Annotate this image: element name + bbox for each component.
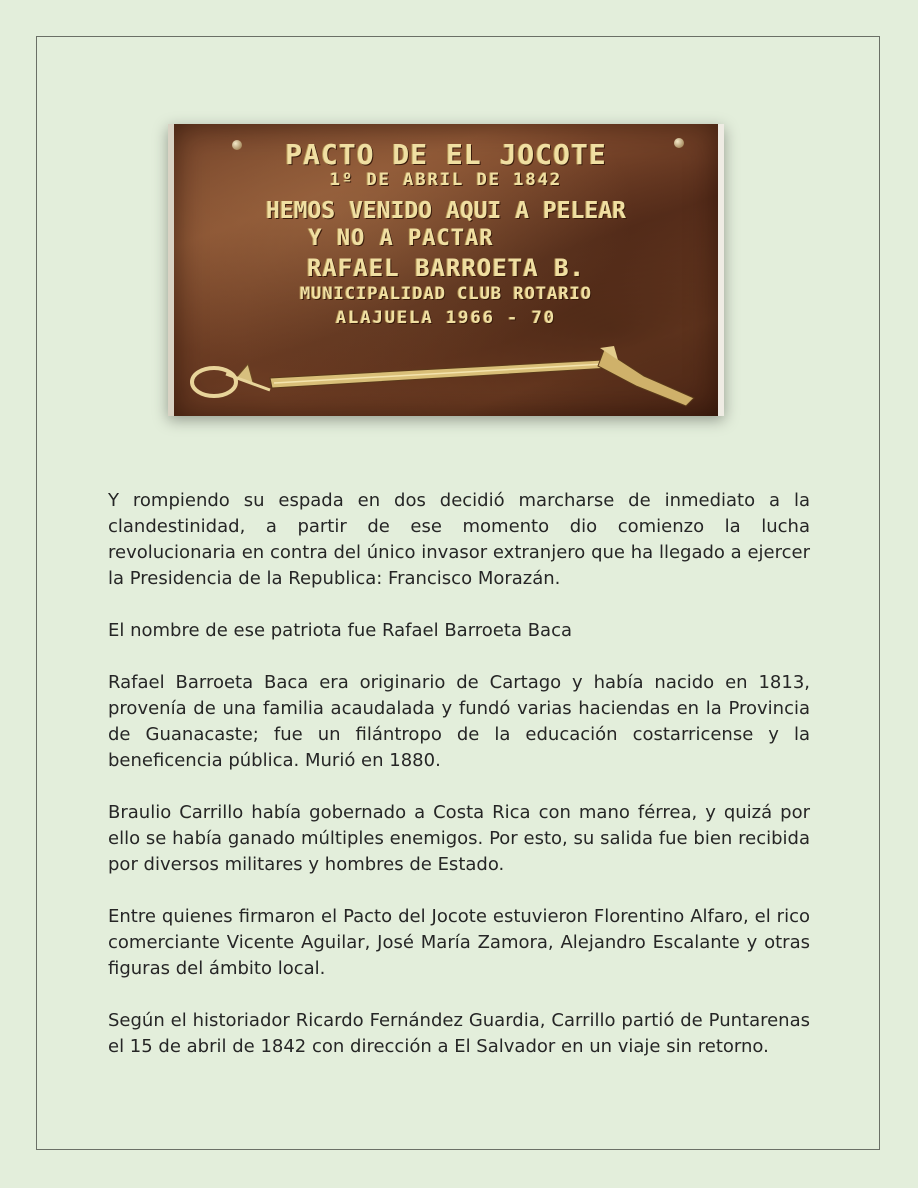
plaque-title: PACTO DE EL JOCOTE: [285, 138, 607, 171]
paragraph-patriot-name: El nombre de ese patriota fue Rafael Barroeta Baca: [108, 620, 573, 641]
article-body: [108, 488, 810, 1086]
plaque-quote-line-2: Y NO A PACTAR: [308, 226, 494, 251]
plaque-photo: [168, 124, 724, 416]
paragraph-carrillo-government: Braulio Carrillo había gobernado a Costa Rica con mano férrea, y quizá por ello se había ganado múltiples enemigos. Por esto, su salida fue bien recibida por diversos militares y hombres de Estado.: [108, 802, 810, 875]
paragraph-carrillo-departure: Según el historiador Ricardo Fernández Guardia, Carrillo partió de Puntarenas el 15 de abril de 1842 con dirección a El Salvador en un viaje sin retorno.: [108, 1010, 810, 1057]
plaque-sponsors: MUNICIPALIDAD CLUB ROTARIO: [299, 284, 593, 304]
plaque-date: 1º DE ABRIL DE 1842: [329, 170, 563, 190]
plaque-quote-line-1: HEMOS VENIDO AQUI A PELEAR: [265, 198, 627, 224]
plaque-author: RAFAEL BARROETA B.: [306, 254, 586, 282]
paragraph-barroeta-bio: Rafael Barroeta Baca era originario de Cartago y había nacido en 1813, provenía de una familia acaudalada y fundó varias haciendas en la Provincia de Guanacaste; fue un filántropo de la educación costarricense y la beneficencia pública. Murió en 1880.: [108, 672, 810, 771]
broken-sword-icon: [174, 124, 724, 416]
plaque-place-years: ALAJUELA 1966 - 70: [335, 308, 557, 328]
paragraph-sword-broken: Y rompiendo su espada en dos decidió marcharse de inmediato a la clandestinidad, a partir de ese momento dio comienzo la lucha revolucionaria en contra del único invasor extranjero que ha llegado a ejercer la Presidencia de la Republica: Francisco Morazán.: [108, 490, 810, 589]
paragraph-signatories: Entre quienes firmaron el Pacto del Jocote estuvieron Florentino Alfaro, el rico comerciante Vicente Aguilar, José María Zamora, Alejandro Escalante y otras figuras del ámbito local.: [108, 906, 810, 979]
